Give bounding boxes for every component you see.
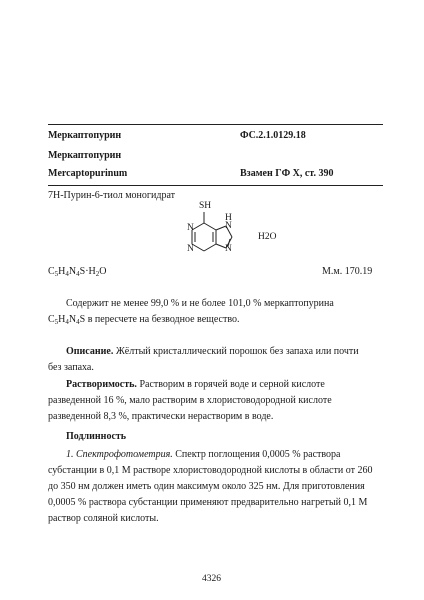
description-label: Описание. <box>66 346 114 357</box>
identity-method-label: 1. Спектрофотометрия. <box>66 449 173 460</box>
identity-text-2: субстанции в 0,1 М растворе хлористоводородной кислоты в области от 260 <box>48 465 373 476</box>
page-number: 4326 <box>202 574 221 584</box>
title-latin: Mercaptopurinum <box>48 168 128 179</box>
content-line-2: в пересчете на безводное вещество. <box>87 314 240 325</box>
identity-text-4: 0,0005 % раствора субстанции применяют предварительно нагретый 0,1 М <box>48 497 368 508</box>
structural-formula <box>168 201 268 269</box>
molecular-formula: $C_5H_4N_4S\cdot H_2O$ <box>48 266 107 278</box>
n3-label: N <box>187 244 194 254</box>
solubility-text-3: разведенной 8,3 %, практически нерастворим в воде. <box>48 411 274 422</box>
content-paragraph <box>48 296 383 328</box>
description-text-2: без запаха. <box>48 362 94 373</box>
molecular-weight: М.м. 170.19 <box>322 266 373 277</box>
description-text-1: Жёлтый кристаллический порошок без запаха или почти <box>115 346 359 357</box>
header-top-rule <box>48 124 383 125</box>
water-label: H2O <box>258 232 277 242</box>
identity-text-5: раствор соляной кислоты. <box>48 513 159 524</box>
solubility-text-1: Растворим в горячей воде и серной кислоте <box>139 379 325 390</box>
nh-hydrogen-label: H <box>225 213 232 223</box>
solubility-label: Растворимость. <box>66 379 137 390</box>
identity-text-3: до 350 нм должен иметь один максимум около 325 нм. Для приготовления <box>48 481 365 492</box>
title-russian: Меркаптопурин <box>48 130 122 141</box>
subtitle-russian: Меркаптопурин <box>48 150 122 161</box>
solubility-paragraph <box>48 377 383 425</box>
identity-paragraph <box>48 447 383 527</box>
description-paragraph <box>48 344 383 376</box>
identity-text-1: Спектр поглощения 0,0005 % раствора <box>175 449 341 460</box>
header-bottom-rule <box>48 185 383 186</box>
identity-heading: Подлинность <box>66 431 127 442</box>
content-line-1: Содержит не менее 99,0 % и не более 101,0 % меркаптопурина <box>66 298 334 309</box>
sh-group-label: SH <box>199 201 212 211</box>
purine-structure-drawing <box>168 201 268 269</box>
n1-label: N <box>187 223 194 233</box>
n9-label: N <box>225 244 232 254</box>
solubility-text-2: разведенной 16 %, мало растворим в хлористоводородной кислоте <box>48 395 332 406</box>
replaces-reference: Взамен ГФ Х, ст. 390 <box>240 168 334 179</box>
document-number: ФС.2.1.0129.18 <box>240 130 306 141</box>
chemical-name: 7H-Пурин-6-тиол моногидрат <box>48 190 175 201</box>
n7-label: N <box>225 221 232 231</box>
content-formula: $C_5H_4N_4S$ <box>48 314 86 326</box>
